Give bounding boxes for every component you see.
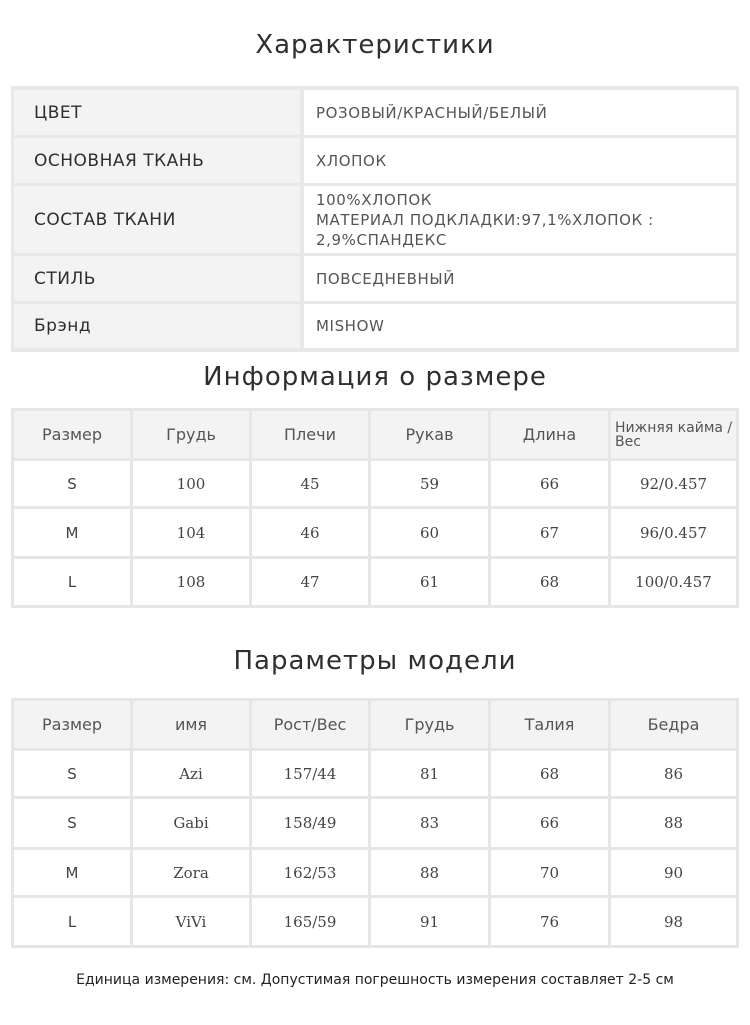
size-header-cell: Плечи [252, 411, 368, 458]
spec-value-line: 100%ХЛОПОК [316, 190, 432, 209]
model-cell: 88 [371, 850, 488, 895]
size-info-title: Информация о размере [203, 362, 547, 392]
spec-row [14, 90, 736, 135]
size-cell: 47 [252, 559, 368, 605]
spec-value-line: ХЛОПОК [316, 151, 387, 170]
model-cell: Azi [133, 751, 249, 796]
model-header-cell: Рост/Вес [252, 701, 368, 748]
spec-row [14, 256, 736, 301]
model-cell: Zora [133, 850, 249, 895]
size-cell: 92/0.457 [611, 461, 736, 506]
size-cell: 108 [133, 559, 249, 605]
characteristics-title: Характеристики [255, 30, 495, 60]
spec-key: СОСТАВ ТКАНИ [14, 186, 300, 253]
size-cell: 46 [252, 509, 368, 556]
model-cell: 162/53 [252, 850, 368, 895]
model-cell: 66 [491, 799, 608, 847]
spec-value-line: РОЗОВЫЙ/КРАСНЫЙ/БЕЛЫЙ [316, 103, 548, 122]
model-params-title: Параметры модели [233, 646, 517, 676]
model-cell: 76 [491, 898, 608, 945]
model-cell: S [14, 799, 130, 847]
size-cell: 67 [491, 509, 608, 556]
size-header-cell: Длина [491, 411, 608, 458]
model-cell: ViVi [133, 898, 249, 945]
model-header-cell: Размер [14, 701, 130, 748]
model-header-cell: Талия [491, 701, 608, 748]
spec-value-line: ПОВСЕДНЕВНЫЙ [316, 269, 456, 288]
size-cell: L [14, 559, 130, 605]
model-cell: M [14, 850, 130, 895]
model-cell: 157/44 [252, 751, 368, 796]
model-header-cell: имя [133, 701, 249, 748]
size-cell: 61 [371, 559, 488, 605]
characteristics-table [11, 86, 739, 352]
spec-value [304, 138, 736, 183]
model-cell: 83 [371, 799, 488, 847]
size-cell: 96/0.457 [611, 509, 736, 556]
size-cell: 104 [133, 509, 249, 556]
spec-key: ЦВЕТ [14, 90, 300, 135]
size-cell: S [14, 461, 130, 506]
model-cell: 86 [611, 751, 736, 796]
size-cell: 45 [252, 461, 368, 506]
spec-value [304, 304, 736, 348]
size-cell: 100/0.457 [611, 559, 736, 605]
spec-value-line: МАТЕРИАЛ ПОДКЛАДКИ:97,1%ХЛОПОК : [316, 210, 654, 229]
size-header-cell: Рукав [371, 411, 488, 458]
spec-value [304, 90, 736, 135]
size-cell: 66 [491, 461, 608, 506]
spec-value [304, 186, 736, 253]
model-cell: 158/49 [252, 799, 368, 847]
spec-value [304, 256, 736, 301]
spec-key: ОСНОВНАЯ ТКАНЬ [14, 138, 300, 183]
model-header-cell: Грудь [371, 701, 488, 748]
model-cell: Gabi [133, 799, 249, 847]
size-header-cell: Размер [14, 411, 130, 458]
size-info-table [11, 408, 739, 608]
model-cell: 165/59 [252, 898, 368, 945]
size-cell: M [14, 509, 130, 556]
size-header-cell: Нижняя кайма /Вес [611, 411, 736, 458]
size-cell: 59 [371, 461, 488, 506]
spec-key: СТИЛЬ [14, 256, 300, 301]
spec-value-line: 2,9%СПАНДЕКС [316, 230, 447, 249]
model-header-cell: Бедра [611, 701, 736, 748]
measurement-footnote: Единица измерения: см. Допустимая погрешность измерения составляет 2-5 см [76, 972, 674, 988]
model-cell: 98 [611, 898, 736, 945]
size-cell: 100 [133, 461, 249, 506]
model-cell: 81 [371, 751, 488, 796]
model-params-table [11, 698, 739, 948]
spec-row [14, 138, 736, 183]
model-cell: L [14, 898, 130, 945]
spec-key: Брэнд [14, 304, 300, 348]
size-cell: 60 [371, 509, 488, 556]
model-cell: S [14, 751, 130, 796]
model-cell: 88 [611, 799, 736, 847]
model-cell: 70 [491, 850, 608, 895]
spec-row [14, 304, 736, 348]
size-header-cell: Грудь [133, 411, 249, 458]
spec-row [14, 186, 736, 253]
model-cell: 68 [491, 751, 608, 796]
model-cell: 91 [371, 898, 488, 945]
spec-value-line: MISHOW [316, 317, 385, 335]
size-cell: 68 [491, 559, 608, 605]
model-cell: 90 [611, 850, 736, 895]
